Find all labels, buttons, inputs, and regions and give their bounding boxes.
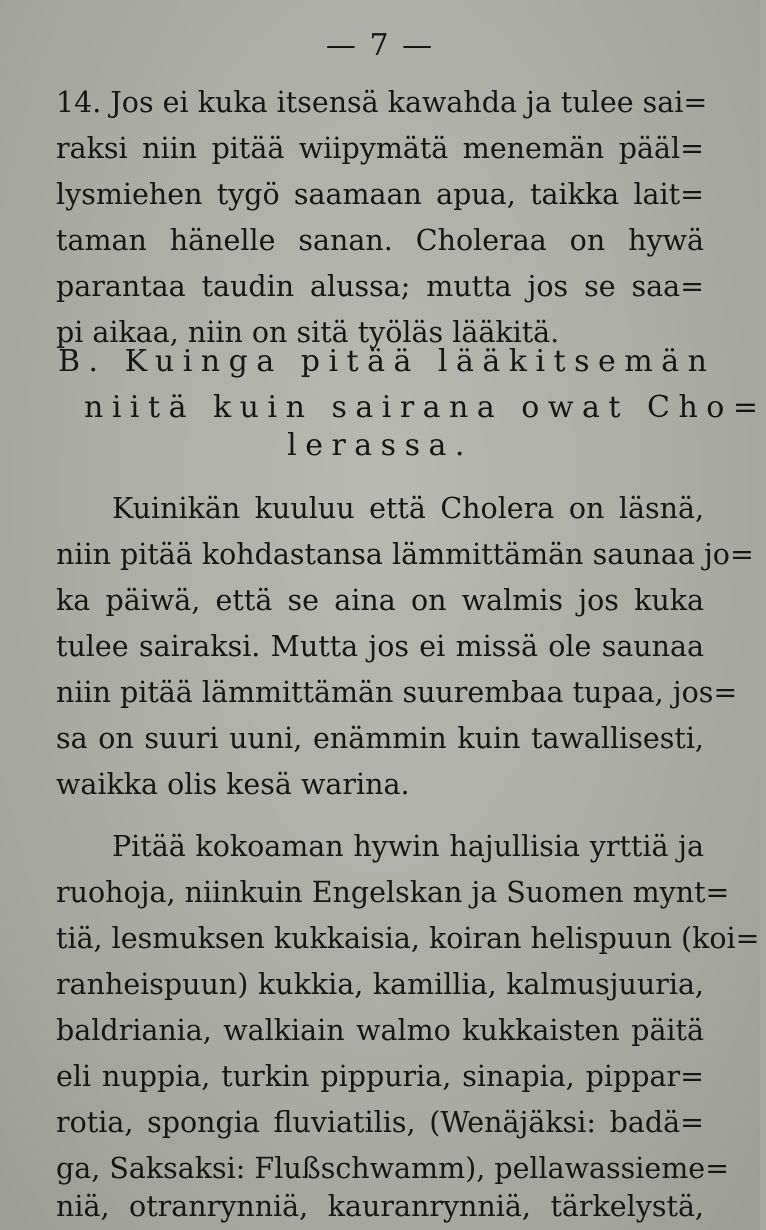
text-line: ruohoja, niinkuin Engelskan ja Suomen mynt= <box>56 876 730 909</box>
text-line: 14. Jos ei kuka itsensä kawahda ja tulee sai= <box>56 86 708 119</box>
section-heading: niitä kuin sairana owat Cho= <box>84 390 766 425</box>
text-line: niä, otranrynniä, kauranrynniä, tärkelystä, <box>56 1190 704 1223</box>
text-line: ga, Saksaksi: Flußschwamm), pellawassieme= <box>56 1152 730 1185</box>
text-line: baldriania, walkiain walmo kukkaisten päitä <box>56 1014 704 1047</box>
text-line: niin pitää kohdastansa lämmittämän saunaa jo= <box>56 538 754 571</box>
text-line: parantaa taudin alussa; mutta jos se saa= <box>56 270 704 303</box>
text-line: tulee sairaksi. Mutta jos ei missä ole saunaa <box>56 630 704 663</box>
text-line: waikka olis kesä warina. <box>56 768 410 801</box>
text-line: niin pitää lämmittämän suurembaa tupaa, jos= <box>56 676 738 709</box>
text-line: Pitää kokoaman hywin hajullisia yrttiä ja <box>112 830 704 863</box>
text-line: ka päiwä, että se aina on walmis jos kuka <box>56 584 704 617</box>
section-heading: B. Kuinga pitää lääkitsemän <box>58 344 716 379</box>
text-line: tiä, lesmuksen kukkaisia, koiran helispuun (koi= <box>56 922 760 955</box>
section-heading: lerassa. <box>287 428 473 463</box>
text-line: eli nuppia, turkin pippuria, sinapia, pippar= <box>56 1060 704 1093</box>
text-line: sa on suuri uuni, enämmin kuin tawallisesti, <box>56 722 704 755</box>
text-line: lysmiehen tygö saamaan apua, taikka lait= <box>56 178 704 211</box>
text-line: rotia, spongia fluviatilis, (Wenäjäksi: badä= <box>56 1106 704 1139</box>
page-number: — 7 — <box>325 28 435 63</box>
text-line: ranheispuun) kukkia, kamillia, kalmusjuuria, <box>56 968 704 1001</box>
text-line: taman hänelle sanan. Choleraa on hywä <box>56 224 704 257</box>
text-line: pi aikaa, niin on sitä työläs lääkitä. <box>56 316 560 349</box>
text-line: raksi niin pitää wiipymätä menemän pääl= <box>56 132 704 165</box>
text-line: Kuinikän kuuluu että Cholera on läsnä, <box>112 492 704 525</box>
